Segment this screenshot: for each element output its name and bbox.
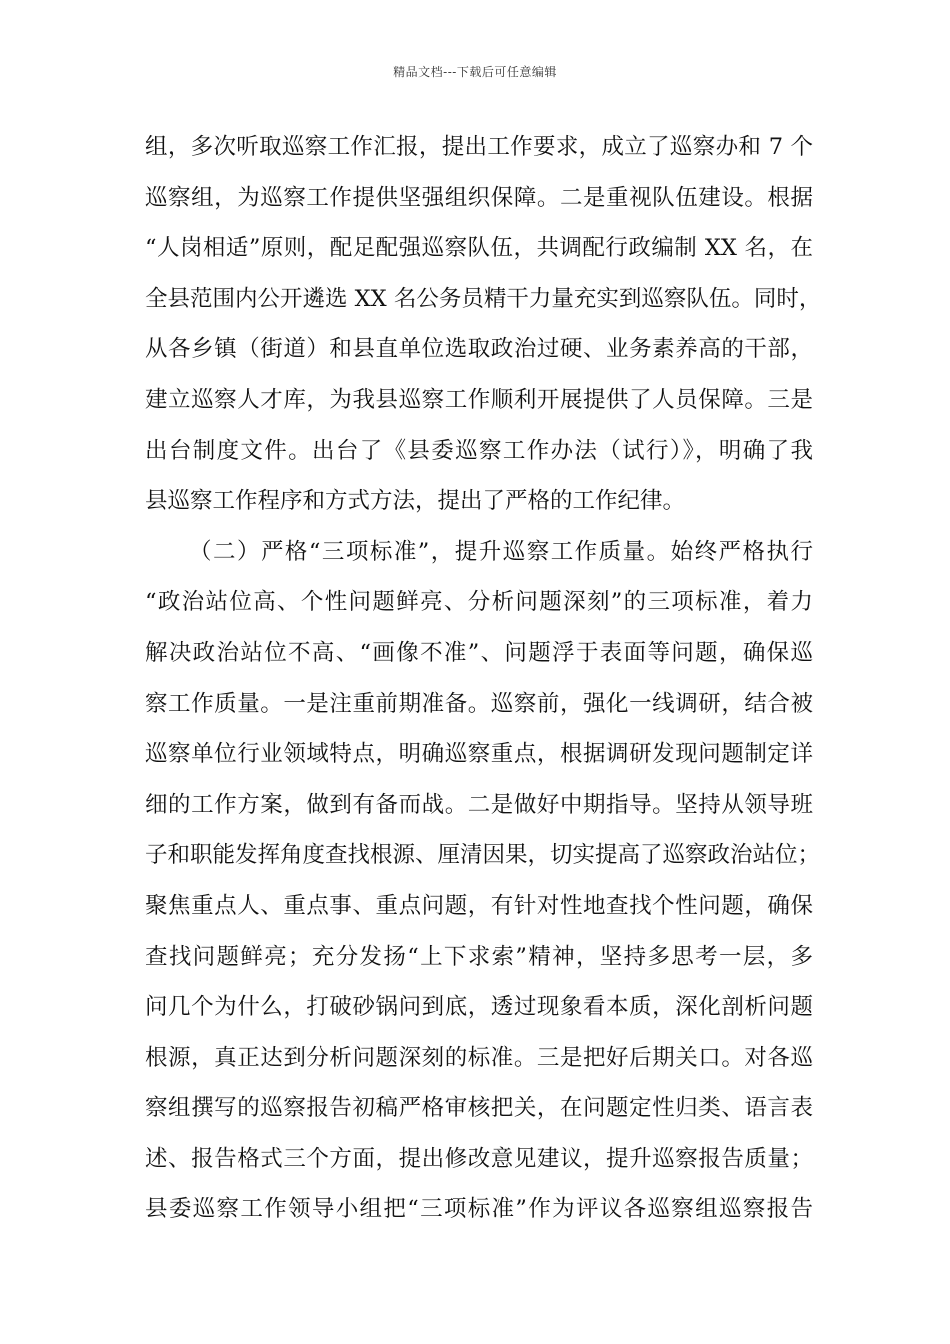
text-line: 解决政治站位不高、“画像不准”、问题浮于表面等问题，确保巡 (145, 639, 813, 666)
text-line: 察组撰写的巡察报告初稿严格审核把关，在问题定性归类、语言表 (145, 1095, 813, 1122)
text-line: 察工作质量。一是注重前期准备。巡察前，强化一线调研，结合被 (145, 690, 813, 717)
text-line: 聚焦重点人、重点事、重点问题，有针对性地查找个性问题，确保 (145, 892, 813, 919)
text-line: 组，多次听取巡察工作汇报，提出工作要求，成立了巡察办和 7 个 (145, 134, 813, 160)
text-line: 细的工作方案，做到有备而战。二是做好中期指导。坚持从领导班 (145, 791, 813, 818)
text-line: 建立巡察人才库，为我县巡察工作顺利开展提供了人员保障。三是 (145, 386, 813, 413)
text-line: 根源，真正达到分析问题深刻的标准。三是把好后期关口。对各巡 (145, 1044, 813, 1071)
paragraph-first-line: （二）严格“三项标准”，提升巡察工作质量。始终严格执行 (189, 538, 813, 565)
text-line: 子和职能发挥角度查找根源、厘清因果，切实提高了巡察政治站位； (145, 842, 821, 869)
page-header: 精品文档---下载后可任意编辑 (393, 65, 557, 79)
document-body (145, 128, 822, 1241)
text-line: 全县范围内公开遴选 XX 名公务员精干力量充实到巡察队伍。同时， (145, 285, 822, 312)
text-line: 巡察单位行业领域特点，明确巡察重点，根据调研发现问题制定详 (145, 741, 813, 768)
text-line: “政治站位高、个性问题鲜亮、分析问题深刻”的三项标准，着力 (145, 589, 813, 616)
text-line: 述、报告格式三个方面，提出修改意见建议，提升巡察报告质量； (145, 1145, 813, 1172)
text-line: 出台制度文件。出台了《县委巡察工作办法（试行）》，明确了我 (145, 437, 813, 464)
text-line: 问几个为什么，打破砂锅问到底，透过现象看本质，深化剖析问题 (145, 994, 813, 1021)
text-line: 县委巡察工作领导小组把“三项标准”作为评议各巡察组巡察报告 (145, 1196, 813, 1223)
text-line: 巡察组，为巡察工作提供坚强组织保障。二是重视队伍建设。根据 (145, 184, 813, 211)
paragraph-last-line: 县巡察工作程序和方式方法，提出了严格的工作纪律。 (145, 488, 686, 515)
text-line: 从各乡镇（街道）和县直单位选取政治过硬、业务素养高的干部， (145, 336, 813, 363)
text-line: “人岗相适”原则，配足配强巡察队伍，共调配行政编制 XX 名，在 (145, 235, 813, 262)
text-line: 查找问题鲜亮；充分发扬“上下求索”精神，坚持多思考一层，多 (145, 943, 813, 970)
